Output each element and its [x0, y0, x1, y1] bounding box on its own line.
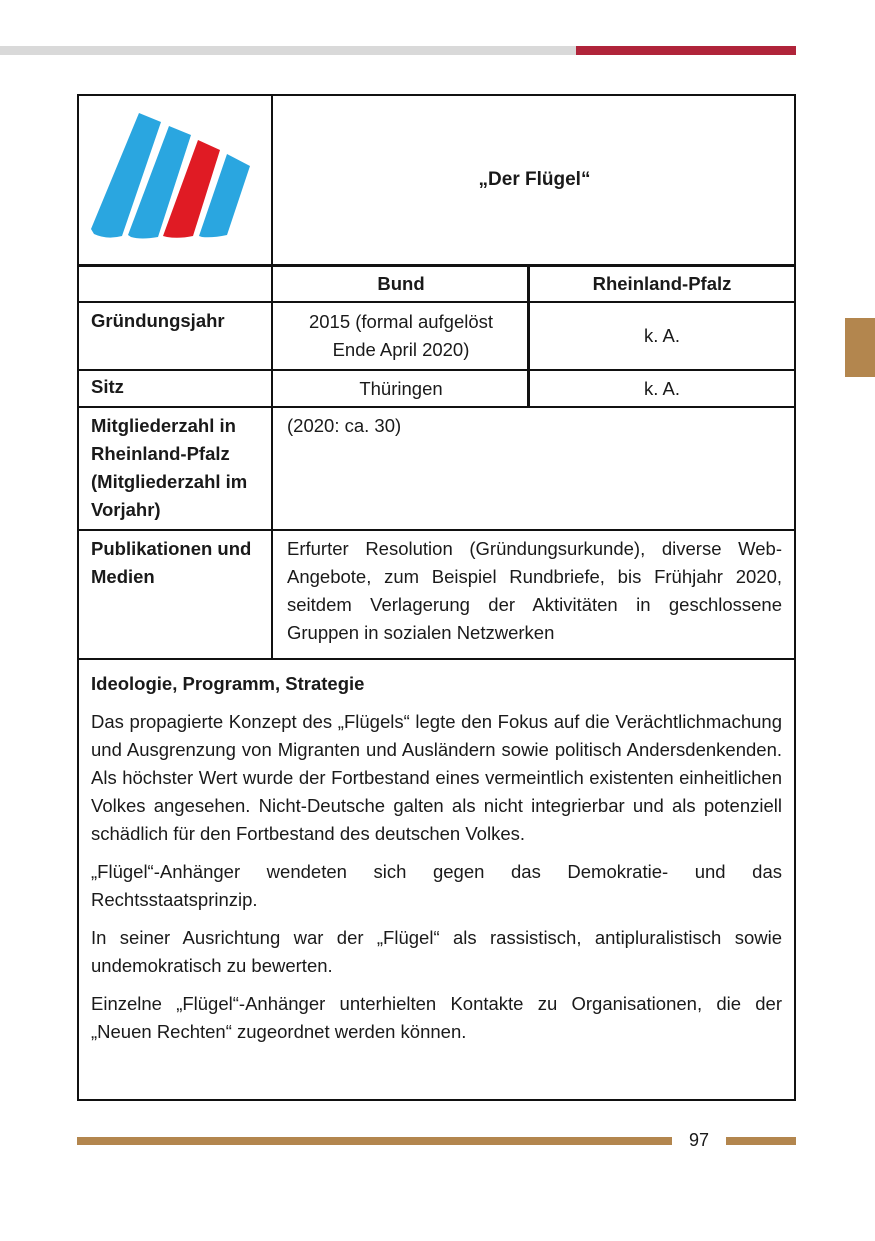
fluegel-logo-icon: [91, 110, 261, 242]
ideology-paragraph: „Flügel“-Anhänger wendeten sich gegen das Demokratie- und das Rechtsstaatsprinzip.: [91, 861, 782, 910]
top-grey-rule: [0, 46, 576, 55]
page-title: „Der Flügel“: [478, 169, 591, 190]
row-label-publikationen: Publikationen und Medien: [79, 531, 273, 658]
column-header-rlp: Rheinland-Pfalz: [592, 273, 732, 294]
column-header-bund: Bund: [275, 267, 530, 301]
empty-header-cell: [79, 267, 273, 301]
ideology-heading: Ideologie, Programm, Strategie: [91, 673, 365, 694]
mitglieder-value: (2020: ca. 30): [287, 415, 402, 436]
table-row: [79, 408, 794, 531]
profile-table: [77, 94, 796, 1101]
gruendung-bund-text: 2015 (formal aufgelöst Ende April 2020): [308, 311, 494, 360]
footer-rule-right: [726, 1137, 796, 1145]
table-row: [79, 531, 794, 660]
column-header-row: [79, 267, 794, 303]
publikationen-value: Erfurter Resolution (Gründungsurkunde), diverse Web-Angebote, zum Beispiel Rundbriefe, bis Frühjahr 2020, seitdem Verlagerung der Aktivitäten in geschlossene Gruppen in sozialen Netzwerken: [287, 538, 782, 643]
ideology-section: [79, 660, 794, 1056]
title-cell: [275, 96, 794, 264]
top-red-rule: [576, 46, 796, 55]
gruendung-bund-value: [275, 303, 530, 369]
sitz-rlp-value: k. A.: [644, 377, 680, 399]
row-label-mitglieder: Mitgliederzahl in Rheinland-Pfalz (Mitgliederzahl im Vorjahr): [79, 408, 273, 529]
ideology-paragraph: Einzelne „Flügel“-Anhänger unterhielten Kontakte zu Organisationen, die der „Neuen Rechten“ zugeordnet werden können.: [91, 993, 782, 1042]
chapter-tab-marker: [845, 318, 875, 377]
ideology-paragraph: Das propagierte Konzept des „Flügels“ legte den Fokus auf die Verächtlichmachung und Ausgrenzung von Migranten und Ausländern sowie politisch Andersdenkenden. Als höchster Wert wurde der Fortbestand eines vermeintlich existenten einheitlichen Volkes angesehen. Nicht-Deutsche galten als nicht integrierbar und als potenziell schädlich für den Fortbestand des deutschen Volkes.: [91, 711, 782, 844]
ideology-paragraph: In seiner Ausrichtung war der „Flügel“ als rassistisch, antipluralistisch sowie undemokratisch zu bewerten.: [91, 927, 782, 976]
sitz-bund-value: Thüringen: [275, 371, 530, 406]
table-row: [79, 303, 794, 371]
row-label-gruendung: Gründungsjahr: [79, 303, 273, 369]
row-label-sitz: Sitz: [79, 371, 273, 406]
page-number: 97: [688, 1130, 710, 1150]
logo-cell: [79, 96, 273, 264]
gruendung-rlp-value: k. A.: [644, 325, 680, 346]
table-row: [79, 371, 794, 408]
footer-rule-left: [77, 1137, 672, 1145]
table-header: [79, 96, 794, 267]
